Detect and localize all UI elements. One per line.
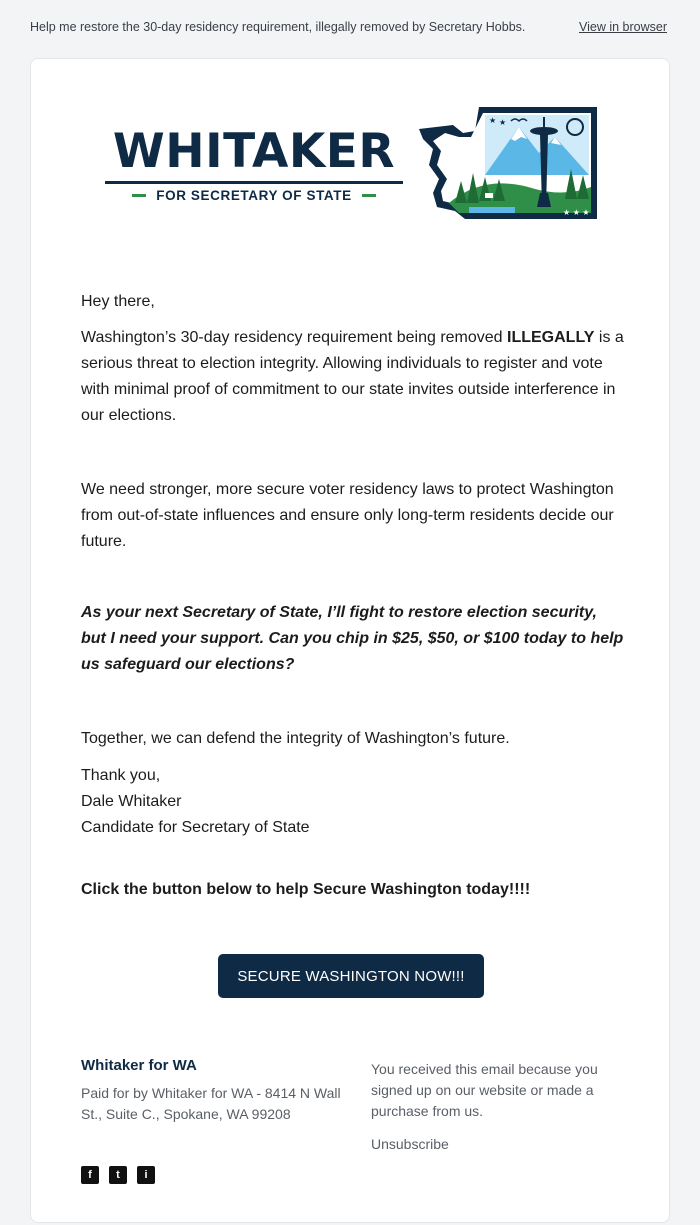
logo-rule xyxy=(105,181,403,184)
paid-for-disclaimer: Paid for by Whitaker for WA - 8414 N Wall St., Suite C., Spokane, WA 99208 xyxy=(81,1085,341,1122)
logo-dash-left xyxy=(132,194,146,197)
paragraph-together: Together, we can defend the integrity of Washington’s future. xyxy=(81,730,510,747)
paragraph-residency-start: Washington’s 30-day residency requirement being removed xyxy=(81,329,508,346)
cta-intro: Click the button below to help Secure Washington today!!!! xyxy=(81,881,531,898)
secure-washington-button[interactable]: SECURE WASHINGTON NOW!!! xyxy=(218,954,484,998)
paragraph-residency xyxy=(81,325,626,429)
illegally-emphasis: ILLEGALLY xyxy=(507,329,595,346)
footer-right xyxy=(371,1059,621,1152)
signoff: Thank you, xyxy=(81,767,161,784)
paragraph-residency-end: is a serious threat to election integrity. Allowing individuals to register and vote with minimal proof of commitment to our state invites outside interference in our elections. xyxy=(81,329,624,424)
greeting: Hey there, xyxy=(81,293,155,310)
svg-text:★: ★ xyxy=(489,116,497,125)
facebook-icon[interactable]: f xyxy=(81,1166,99,1184)
logo-name: WHITAKER xyxy=(112,124,396,179)
subscription-reason: You received this email because you signed up on our website or made a purchase from us. xyxy=(371,1061,598,1119)
footer-left xyxy=(81,1057,341,1125)
twitter-icon[interactable]: t xyxy=(109,1166,127,1184)
logo-tagline-row xyxy=(105,188,403,203)
logo-wordmark xyxy=(105,125,403,203)
signature xyxy=(81,763,310,841)
washington-state-illustration xyxy=(415,103,597,221)
paragraph-donation-ask: As your next Secretary of State, I’ll fight to restore election security, but I need your support. Can you chip in $25, $50, or $100 today to help us safeguard our elections? xyxy=(81,604,624,673)
svg-text:★ ★ ★: ★ ★ ★ xyxy=(563,208,590,217)
sender-title: Candidate for Secretary of State xyxy=(81,819,310,836)
footer-org-name: Whitaker for WA xyxy=(81,1057,197,1074)
preheader-text: Help me restore the 30-day residency requirement, illegally removed by Secretary Hobbs. xyxy=(30,20,526,34)
email-card xyxy=(30,58,670,1223)
logo-dash-right xyxy=(362,194,376,197)
logo-tagline: FOR SECRETARY OF STATE xyxy=(156,188,352,203)
unsubscribe-link[interactable]: Unsubscribe xyxy=(371,1136,449,1152)
view-in-browser-link[interactable]: View in browser xyxy=(578,20,667,34)
svg-text:★: ★ xyxy=(499,118,507,127)
preheader xyxy=(30,20,667,34)
paragraph-stronger-laws: We need stronger, more secure voter residency laws to protect Washington from out-of-state influences and ensure only long-term residents decide our future. xyxy=(81,481,614,550)
sender-name: Dale Whitaker xyxy=(81,793,182,810)
social-links xyxy=(81,1166,155,1184)
instagram-icon[interactable]: i xyxy=(137,1166,155,1184)
